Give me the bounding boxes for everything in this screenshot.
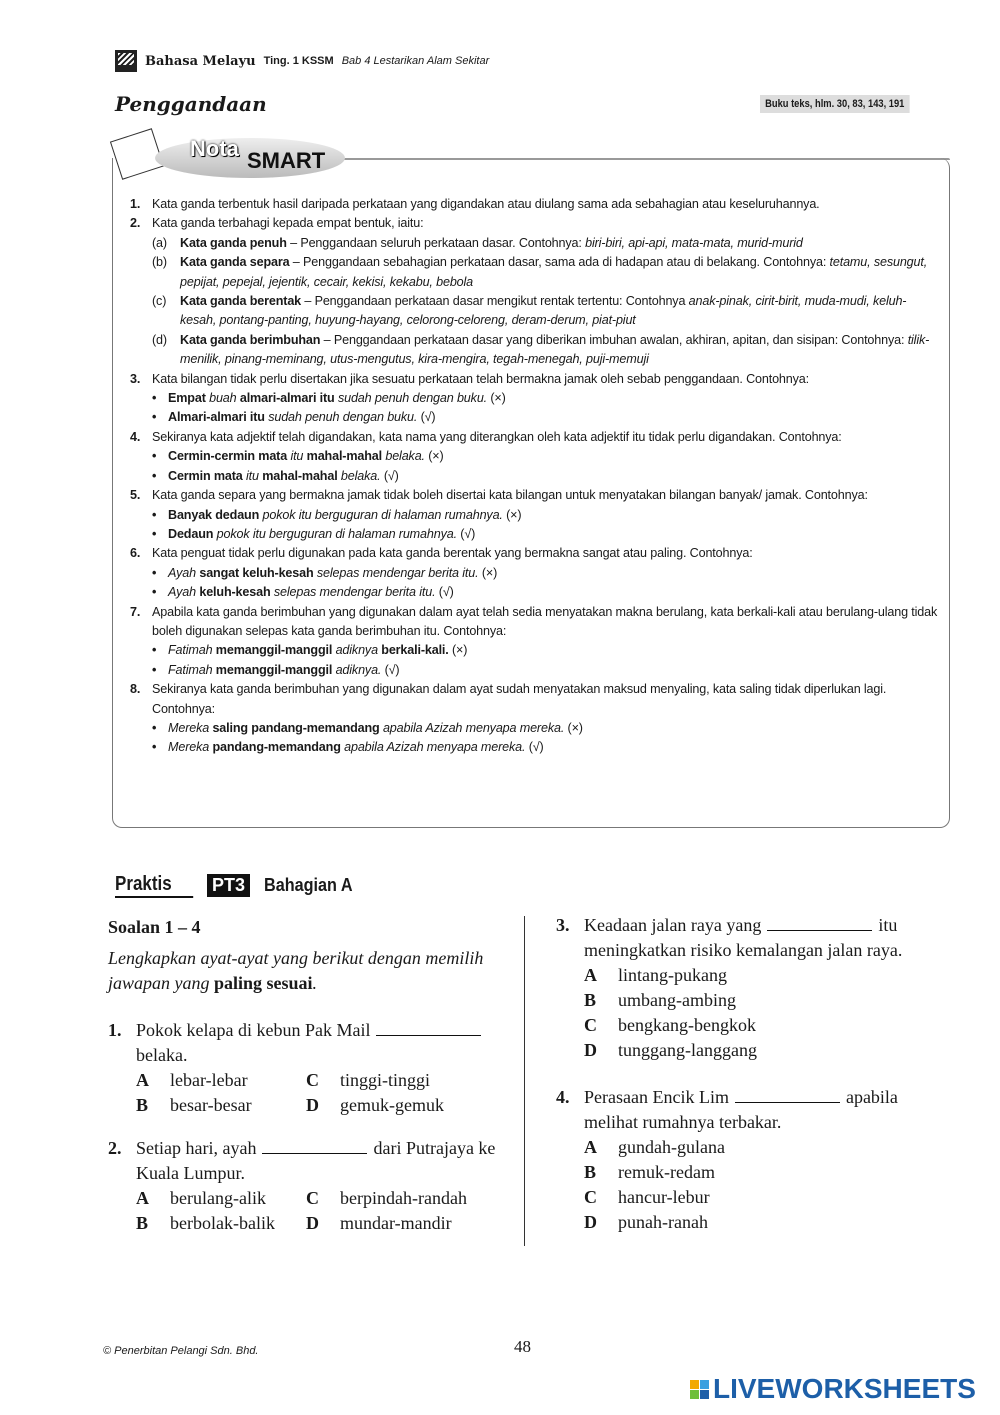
text-segment: apabila Azizah menyapa mereka.: [382, 720, 565, 735]
bullet-icon: •: [152, 585, 157, 600]
question-number: 4.: [556, 1087, 570, 1107]
bullet-icon: •: [152, 526, 157, 541]
question-number: 2.: [108, 1138, 122, 1158]
option-D[interactable]: [584, 1038, 948, 1063]
example-bullet: [152, 506, 868, 525]
bullet-icon: •: [152, 410, 157, 425]
note-number: 8.: [130, 682, 141, 697]
note-body: [152, 680, 940, 758]
text-segment: (×): [487, 391, 506, 406]
example-text: [168, 564, 497, 583]
note-number: 7.: [130, 604, 141, 619]
example-bullet: [152, 408, 809, 427]
bullet-icon: •: [152, 662, 157, 677]
text-segment: – Penggandaan sebahagian perkataan dasar, sama ada di hadapan atau di belakang. Contohnya:: [289, 255, 830, 270]
example-bullet: [152, 447, 842, 466]
questions-right-column: [556, 913, 948, 1235]
liveworksheets-watermark: LIVEWORKSHEETS: [690, 1373, 976, 1405]
text-segment: (√): [525, 740, 544, 755]
text-segment: adiknya.: [335, 662, 382, 677]
question-stem: [108, 1018, 510, 1068]
page-title: Penggandaan: [115, 92, 267, 116]
option-letter: D: [584, 1212, 597, 1232]
question-1: [108, 1018, 510, 1118]
option-C[interactable]: [306, 1186, 510, 1211]
text-segment: adiknya: [335, 643, 382, 658]
text-segment: memanggil-manggil: [215, 643, 336, 658]
note-item: [130, 486, 940, 544]
text-segment: (√): [380, 468, 399, 483]
option-letter: D: [584, 1040, 597, 1060]
option-text: gundah-gulana: [618, 1137, 725, 1157]
text-segment: memanggil-manggil: [215, 662, 336, 677]
text-segment: Kata bilangan tidak perlu disertakan jika sesuatu perkataan telah bermakna jamak oleh sebab penggandaan. Contohnya:: [152, 371, 809, 386]
note-body: [152, 486, 868, 544]
option-letter: A: [584, 965, 597, 985]
praktis-heading: [115, 873, 362, 898]
text-segment: saling pandang-memandang: [212, 720, 383, 735]
page-number: 48: [514, 1337, 531, 1356]
example-bullet: [152, 719, 940, 738]
example-bullet: [152, 467, 842, 486]
text-segment: Kata ganda terbahagi kepada empat bentuk, iaitu:: [152, 216, 424, 231]
option-B[interactable]: [136, 1093, 306, 1118]
option-letter: A: [136, 1188, 149, 1208]
publisher-logo-icon: [115, 50, 137, 72]
note-body: [152, 428, 842, 486]
question-4: [556, 1085, 948, 1235]
instruction: Lengkapkan ayat-ayat yang berikut dengan memilih jawapan yang paling sesuai.: [108, 948, 484, 993]
text-segment: Kata ganda separa: [180, 255, 290, 270]
text-segment: belaka.: [340, 468, 381, 483]
option-text: berbolak-balik: [170, 1213, 275, 1233]
text-segment: keluh-kesah: [199, 585, 274, 600]
level: Ting. 1 KSSM: [263, 55, 334, 67]
pt3-tag: PT3: [207, 874, 250, 897]
note-text: [152, 214, 940, 233]
option-B[interactable]: [584, 1160, 948, 1185]
text-segment: Mereka: [168, 740, 213, 755]
bullet-icon: •: [152, 449, 157, 464]
text-segment: (√): [456, 526, 476, 541]
text-segment: Dedaun: [168, 526, 217, 541]
note-number: 5.: [130, 488, 141, 503]
text-segment: buah: [209, 391, 240, 406]
note-text: [152, 195, 820, 214]
subitem-letter: (b): [152, 255, 167, 270]
option-text: hancur-lebur: [618, 1187, 710, 1207]
question-number: 1.: [108, 1020, 122, 1040]
text-segment: Kata ganda terbentuk hasil daripada perkataan yang digandakan atau diulang sama ada sebahagian atau keseluruhannya.: [152, 197, 820, 211]
text-segment: almari-almari itu: [239, 391, 338, 406]
option-B[interactable]: [136, 1211, 306, 1236]
option-letter: D: [306, 1095, 319, 1115]
text-segment: (√): [381, 662, 400, 677]
text-segment: belaka.: [385, 449, 425, 464]
bullet-icon: •: [152, 643, 157, 658]
text-segment: anak-pinak, cirit-birit, muda-mudi, keluh-kesah, pontang-panting, huyung-hayang, celorong-celoreng, deram-derum, piat-piut: [180, 294, 907, 328]
question-text: [584, 1085, 948, 1135]
subitem-text: [180, 331, 940, 370]
nota-smart-badge: [115, 130, 345, 178]
text-segment: selepas mendengar berita itu.: [273, 585, 436, 600]
liveworksheets-logo-icon: [690, 1380, 709, 1399]
text-segment: tetamu, sesungut, pepijat, pepejal, jejentik, cecair, kekisi, kekabu, bebola: [180, 255, 928, 289]
stem-before: Pokok kelapa di kebun Pak Mail: [136, 1020, 371, 1040]
soalan-heading: Soalan 1 – 4: [108, 917, 201, 937]
example-bullet: [152, 389, 809, 408]
stem-after: dari Putrajaya ke Kuala Lumpur.: [136, 1138, 496, 1183]
option-text: gemuk-gemuk: [340, 1095, 444, 1115]
answer-blank[interactable]: [376, 1035, 481, 1036]
text-segment: (√): [435, 585, 454, 600]
option-text: umbang-ambing: [618, 990, 736, 1010]
bullet-icon: •: [152, 740, 157, 755]
question-text: [584, 913, 948, 963]
text-segment: (×): [478, 565, 498, 580]
question-2: [108, 1136, 510, 1236]
note-item: [130, 603, 940, 681]
note-subitem: [152, 292, 940, 331]
option-text: besar-besar: [170, 1095, 252, 1115]
text-segment: mahal-mahal: [262, 468, 341, 483]
option-D[interactable]: [306, 1211, 510, 1236]
note-subitem: [152, 331, 940, 370]
text-segment: tilik-menilik, pinang-meminang, utus-mengutus, kira-mengira, tegah-menegah, puji-memuji: [180, 332, 930, 367]
text-segment: Kata penguat tidak perlu digunakan pada kata ganda berentak yang bermakna sangat atau paling. Contohnya:: [152, 546, 753, 561]
option-B[interactable]: [584, 988, 948, 1013]
text-segment: (×): [564, 720, 583, 735]
options: [556, 1135, 948, 1235]
text-segment: (×): [448, 643, 468, 658]
option-D[interactable]: [306, 1093, 510, 1118]
example-bullet: [152, 641, 940, 660]
note-body: [152, 544, 753, 602]
example-text: [168, 719, 583, 738]
example-text: [168, 506, 521, 525]
option-text: berpindah-randah: [340, 1188, 467, 1208]
chapter: Bab 4 Lestarikan Alam Sekitar: [341, 55, 490, 67]
text-segment: pokok itu berguguran di halaman rumahnya.: [216, 526, 457, 541]
option-letter: B: [136, 1213, 149, 1233]
note-item: [130, 544, 940, 602]
text-segment: sudah penuh dengan buku.: [268, 410, 418, 425]
text-segment: Fatimah: [168, 662, 216, 677]
option-letter: B: [584, 1162, 597, 1182]
stem-after: belaka.: [136, 1045, 188, 1065]
text-segment: Kata ganda separa yang bermakna jamak tidak boleh disertai kata bilangan untuk menyatakan bilangan banyak/ jamak. Contohnya:: [152, 488, 868, 503]
note-text: [152, 370, 809, 389]
bullet-icon: •: [152, 720, 157, 735]
note-body: [152, 370, 809, 428]
text-segment: Cermin-cermin mata: [168, 449, 291, 464]
text-segment: Empat: [168, 391, 210, 406]
example-text: [168, 661, 399, 680]
subject: Bahasa Melayu: [145, 53, 256, 69]
example-text: [168, 467, 399, 486]
bullet-icon: •: [152, 565, 157, 580]
option-A[interactable]: [584, 1135, 948, 1160]
note-number: 4.: [130, 429, 141, 444]
option-text: mundar-mandir: [340, 1213, 452, 1233]
note-item: [130, 370, 940, 428]
question-text: [136, 1136, 510, 1186]
note-body: [152, 603, 940, 681]
answer-blank[interactable]: [262, 1153, 367, 1154]
example-text: [168, 583, 454, 602]
question-stem: [108, 1136, 510, 1186]
bullet-icon: •: [152, 391, 157, 406]
text-segment: apabila Azizah menyapa mereka.: [344, 740, 526, 755]
stem-before: Setiap hari, ayah: [136, 1138, 257, 1158]
example-text: [168, 408, 435, 427]
question-stem: [556, 1085, 948, 1135]
option-letter: C: [584, 1187, 597, 1207]
option-C[interactable]: [584, 1185, 948, 1210]
section-label: Bahagian A: [264, 875, 353, 895]
option-text: berulang-alik: [170, 1188, 266, 1208]
text-segment: selepas mendengar berita itu.: [316, 565, 479, 580]
text-segment: Ayah: [168, 565, 200, 580]
text-segment: (×): [424, 449, 444, 464]
option-text: lebar-lebar: [170, 1070, 248, 1090]
options: [108, 1186, 510, 1236]
text-segment: Mereka: [168, 720, 213, 735]
note-body: [152, 214, 940, 369]
text-segment: pokok itu berguguran di halaman rumahnya.: [262, 507, 503, 522]
option-letter: A: [584, 1137, 597, 1157]
question-3: [556, 913, 948, 1063]
option-C[interactable]: [584, 1013, 948, 1038]
text-segment: sangat keluh-kesah: [199, 565, 317, 580]
answer-blank[interactable]: [767, 930, 872, 931]
example-bullet: [152, 525, 868, 544]
text-segment: (√): [417, 410, 436, 425]
subitem-letter: (d): [152, 332, 167, 347]
example-text: [168, 641, 467, 660]
option-A[interactable]: [584, 963, 948, 988]
answer-blank[interactable]: [735, 1102, 840, 1103]
text-segment: – Penggandaan perkataan dasar yang diberikan imbuhan awalan, akhiran, apitan, dan sisipan: Contohnya:: [320, 332, 908, 347]
text-segment: Almari-almari itu: [168, 410, 269, 425]
option-A[interactable]: [136, 1068, 306, 1093]
subitem-letter: (a): [152, 235, 167, 250]
option-text: tunggang-langgang: [618, 1040, 757, 1060]
text-segment: Kata ganda berentak: [180, 294, 302, 309]
note-text: [152, 486, 868, 505]
text-segment: berkali-kali.: [381, 643, 449, 658]
stem-after: itu meningkatkan risiko kemalangan jalan raya.: [584, 915, 903, 960]
stem-before: Perasaan Encik Lim: [584, 1087, 729, 1107]
example-bullet: [152, 564, 753, 583]
note-number: 1.: [130, 197, 141, 211]
option-text: tinggi-tinggi: [340, 1070, 430, 1090]
question-text: [136, 1018, 510, 1068]
option-letter: B: [584, 990, 597, 1010]
text-segment: (×): [502, 507, 522, 522]
example-text: [168, 525, 475, 544]
options: [108, 1068, 510, 1118]
text-segment: Sekiranya kata ganda berimbuhan yang digunakan dalam ayat sudah menyatakan maksud menyaling, kata saling tidak diperlukan lagi. Contohnya:: [152, 682, 887, 716]
text-segment: Fatimah: [168, 643, 216, 658]
note-body: [152, 195, 820, 214]
text-segment: Ayah: [168, 585, 200, 600]
text-segment: mahal-mahal: [306, 449, 386, 464]
text-segment: Cermin mata: [168, 468, 246, 483]
textbook-reference: Buku teks, hlm. 30, 83, 143, 191: [760, 95, 909, 113]
example-bullet: [152, 583, 753, 602]
option-C[interactable]: [306, 1068, 510, 1093]
running-header: [115, 50, 489, 72]
example-bullet: [152, 661, 940, 680]
example-text: [168, 447, 444, 466]
question-stem: [556, 913, 948, 963]
option-letter: D: [306, 1213, 319, 1233]
nota-label: Nota: [190, 136, 239, 161]
option-letter: C: [306, 1070, 319, 1090]
note-subitem: [152, 253, 940, 292]
text-segment: Banyak dedaun: [168, 507, 263, 522]
note-text: [152, 428, 842, 447]
question-number: 3.: [556, 915, 570, 935]
notes-list: [130, 195, 940, 758]
note-text: [152, 544, 753, 563]
note-subitem: [152, 234, 940, 253]
note-number: 2.: [130, 216, 141, 231]
option-letter: C: [306, 1188, 319, 1208]
option-text: punah-ranah: [618, 1212, 708, 1232]
note-number: 3.: [130, 371, 141, 386]
text-segment: itu: [290, 449, 307, 464]
subitem-text: [180, 292, 940, 331]
questions-left-column: [108, 915, 510, 1236]
text-segment: sudah penuh dengan buku.: [337, 391, 488, 406]
text-segment: – Penggandaan seluruh perkataan dasar. Contohnya:: [286, 235, 586, 250]
example-bullet: [152, 738, 940, 757]
option-text: remuk-redam: [618, 1162, 715, 1182]
text-segment: pandang-memandang: [212, 740, 345, 755]
option-letter: A: [136, 1070, 149, 1090]
text-segment: – Penggandaan perkataan dasar mengikut rentak tertentu: Contohnya: [301, 294, 689, 309]
example-text: [168, 389, 506, 408]
note-text: [152, 680, 940, 719]
smart-label: SMART: [247, 148, 326, 173]
option-text: lintang-pukang: [618, 965, 727, 985]
subitem-text: [180, 234, 803, 253]
example-text: [168, 738, 544, 757]
text-segment: biri-biri, api-api, mata-mata, murid-murid: [585, 235, 803, 250]
text-segment: Kata ganda penuh: [180, 235, 287, 250]
praktis-label: Praktis: [115, 873, 193, 898]
option-letter: B: [136, 1095, 149, 1115]
option-text: bengkang-bengkok: [618, 1015, 756, 1035]
note-item: [130, 214, 940, 369]
copyright: © Penerbitan Pelangi Sdn. Bhd.: [103, 1345, 259, 1357]
stem-after: apabila melihat rumahnya terbakar.: [584, 1087, 898, 1132]
bullet-icon: •: [152, 507, 157, 522]
bullet-icon: •: [152, 468, 157, 483]
note-item: [130, 680, 940, 758]
options: [556, 963, 948, 1063]
stem-before: Keadaan jalan raya yang: [584, 915, 762, 935]
column-divider: [524, 916, 525, 1246]
note-item: [130, 428, 940, 486]
note-item: [130, 195, 940, 214]
note-number: 6.: [130, 546, 141, 561]
note-text: [152, 603, 940, 642]
text-segment: Kata ganda berimbuhan: [180, 332, 321, 347]
subitem-text: [180, 253, 940, 292]
option-letter: C: [584, 1015, 597, 1035]
text-segment: Sekiranya kata adjektif telah digandakan, kata nama yang diterangkan oleh kata adjektif itu tidak perlu digandakan. Contohnya:: [152, 429, 842, 444]
text-segment: itu: [246, 468, 263, 483]
option-A[interactable]: [136, 1186, 306, 1211]
subitem-letter: (c): [152, 294, 167, 309]
option-D[interactable]: [584, 1210, 948, 1235]
text-segment: Apabila kata ganda berimbuhan yang digunakan dalam ayat telah sedia menyatakan makna berulang, kata berkali-kali atau berulang-ulang tidak boleh digunakan selepas kata ganda berimbuhan itu. Contohnya:: [152, 604, 938, 638]
